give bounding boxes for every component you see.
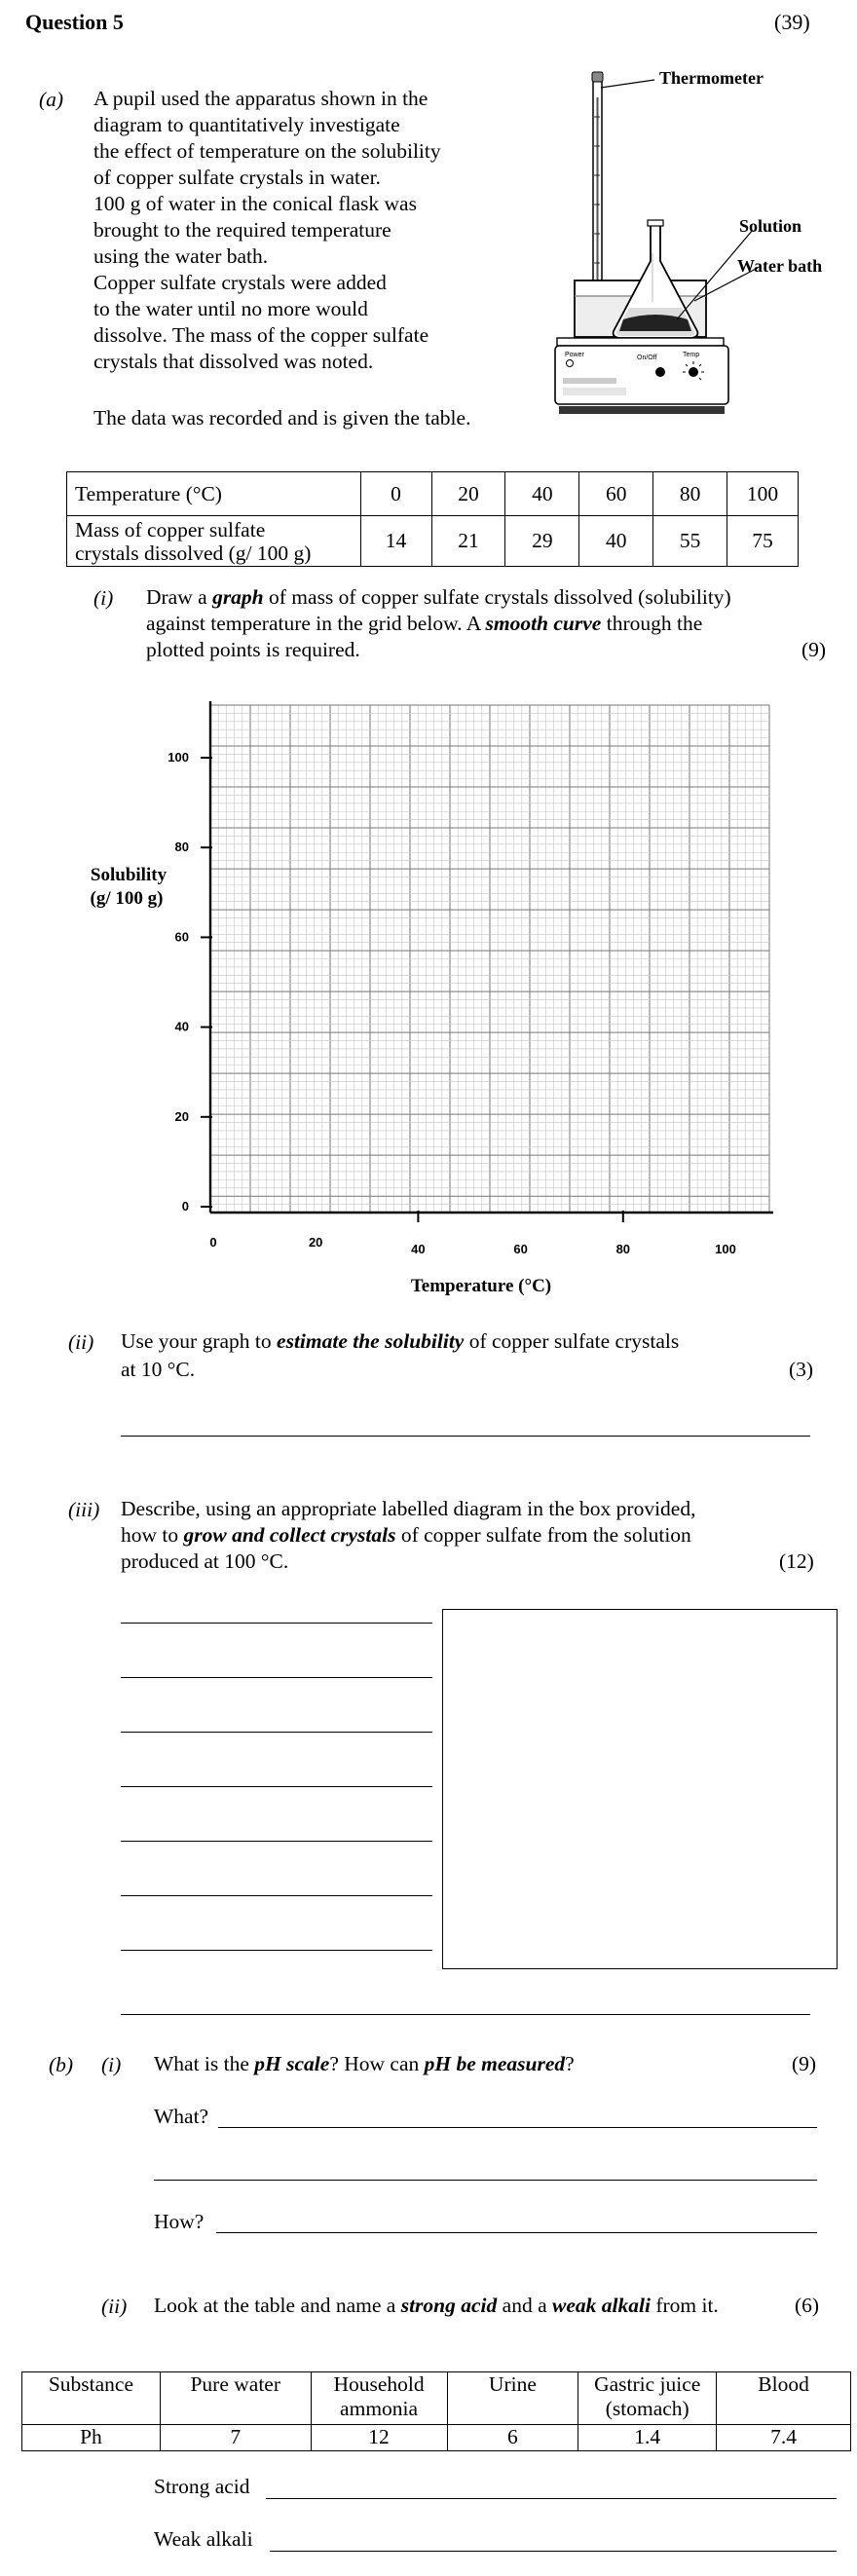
x-tick-label: 60 (513, 1242, 528, 1256)
table-cell: 21 (431, 516, 505, 567)
table-cell: 100 (727, 472, 799, 516)
table-cell: Ph (22, 2425, 161, 2451)
table-header: Substance (22, 2372, 161, 2425)
part-iii-label: (iii) (68, 1498, 100, 1521)
table-row (22, 2425, 851, 2451)
table-header-mass (67, 516, 361, 567)
strong-acid-label: Strong acid (154, 2475, 250, 2498)
table-cell: 29 (505, 516, 579, 567)
y-axis-subtitle: (g/ 100 g) (90, 888, 164, 909)
part-ii-label: (ii) (68, 1330, 94, 1354)
part-a-line: using the water bath. (93, 244, 269, 268)
answer-line[interactable] (121, 1623, 432, 1624)
answer-line[interactable] (121, 1895, 432, 1896)
part-iii-line2: how to grow and collect crystals of copper sulfate from the solution (121, 1523, 691, 1547)
ph-table (21, 2371, 851, 2451)
table-cell: 80 (653, 472, 727, 516)
part-iii-marks: (12) (779, 1549, 814, 1573)
table-header: Blood (717, 2372, 851, 2425)
table-header-mass-line: crystals dissolved (g/ 100 g) (75, 541, 312, 565)
weak-alkali-label: Weak alkali (154, 2527, 253, 2551)
answer-line[interactable] (121, 2014, 810, 2015)
x-tick-label: 40 (411, 1242, 426, 1256)
table-cell: 75 (727, 516, 799, 567)
table-header: Gastric juice (stomach) (578, 2372, 717, 2425)
answer-line[interactable] (121, 1786, 432, 1787)
answer-line[interactable] (218, 2127, 817, 2128)
part-a-label: (a) (39, 88, 64, 111)
y-tick-label: 20 (174, 1108, 189, 1124)
part-a-line: the effect of temperature on the solubility (93, 139, 441, 163)
part-i-line3: plotted points is required. (146, 638, 360, 661)
part-i-line1: Draw a graph of mass of copper sulfate crystals dissolved (solubility) (146, 585, 731, 609)
part-iii-line1: Describe, using an appropriate labelled diagram in the box provided, (121, 1497, 696, 1520)
table-row (67, 516, 799, 567)
apparatus-diagram (536, 58, 847, 438)
table-cell: 40 (579, 516, 653, 567)
part-ii-line1: Use your graph to estimate the solubility of copper sulfate crystals (121, 1329, 680, 1353)
answer-line[interactable] (121, 1436, 810, 1437)
table-cell: 1.4 (578, 2425, 717, 2451)
hotplate-icon (555, 338, 728, 414)
answer-line[interactable] (121, 1732, 432, 1733)
answer-line[interactable] (121, 1841, 432, 1842)
what-label: What? (154, 2105, 209, 2128)
part-a-line: Copper sulfate crystals were added (93, 271, 387, 294)
x-tick-label: 20 (308, 1235, 323, 1250)
x-tick-label: 0 (209, 1235, 217, 1250)
table-cell: 40 (505, 472, 579, 516)
part-iii-line3: produced at 100 °C. (121, 1549, 289, 1573)
hotplate-temp-text: Temp (683, 352, 700, 358)
table-header: Urine (447, 2372, 578, 2425)
part-ii-line2: at 10 °C. (121, 1358, 196, 1381)
table-cell: 14 (360, 516, 431, 567)
y-tick-label: 100 (168, 750, 189, 765)
table-header: Pure water (160, 2372, 311, 2425)
table-cell: 7.4 (717, 2425, 851, 2451)
part-a-line: 100 g of water in the conical flask was (93, 192, 417, 215)
table-cell: 55 (653, 516, 727, 567)
answer-line[interactable] (266, 2498, 837, 2499)
hotplate-onoff-text: On/Off (637, 355, 657, 361)
table-cell: 60 (579, 472, 653, 516)
part-a-line: of copper sulfate crystals in water. (93, 166, 381, 189)
answer-line[interactable] (270, 2551, 837, 2552)
table-header-mass-line: Mass of copper sulfate (75, 517, 266, 541)
solution-label: Solution (739, 216, 802, 236)
part-i-line2: against temperature in the grid below. A smooth curve through the (146, 612, 703, 635)
conical-flask-icon (614, 220, 698, 338)
part-a-line: to the water until no more would (93, 297, 368, 320)
answer-line[interactable] (121, 1950, 432, 1951)
y-tick-label: 80 (174, 840, 189, 855)
part-b-ii-text: Look at the table and name a strong acid and a weak alkali from it. (154, 2294, 719, 2317)
answer-line[interactable] (216, 2232, 817, 2233)
question-marks: (39) (774, 10, 810, 34)
water-bath-label: Water bath (737, 256, 823, 276)
part-b-ii-label: (ii) (101, 2295, 128, 2318)
x-tick-label: 100 (715, 1242, 736, 1256)
table-cell: 0 (360, 472, 431, 516)
part-b-i-marks: (9) (792, 2052, 817, 2075)
part-b-i-label: (i) (101, 2053, 122, 2076)
thermometer-label: Thermometer (659, 68, 764, 88)
answer-line[interactable] (121, 1677, 432, 1678)
question-title: Question 5 (25, 10, 124, 34)
x-axis-title: Temperature (°C) (410, 1276, 552, 1296)
data-note: The data was recorded and is given the table. (93, 406, 471, 429)
table-row (22, 2372, 851, 2425)
x-tick-label: 80 (615, 1242, 631, 1256)
part-b-ii-marks: (6) (795, 2294, 820, 2317)
table-header-temperature: Temperature (°C) (67, 472, 361, 516)
data-table (66, 471, 799, 567)
y-axis-title: Solubility (90, 865, 168, 885)
table-cell: 6 (447, 2425, 578, 2451)
part-a-line: dissolve. The mass of the copper sulfate (93, 323, 429, 347)
y-tick-label: 0 (181, 1199, 189, 1213)
y-tick-label: 60 (174, 929, 189, 945)
table-header: Household ammonia (311, 2372, 447, 2425)
table-row (67, 472, 799, 516)
part-a-line: A pupil used the apparatus shown in the (93, 87, 428, 110)
diagram-answer-box[interactable] (442, 1609, 838, 1969)
y-tick-label: 40 (174, 1019, 189, 1034)
hotplate-power-text: Power (565, 352, 584, 358)
how-label: How? (154, 2210, 205, 2233)
part-b-i-text: What is the pH scale? How can pH be measured? (154, 2052, 575, 2075)
table-cell: 20 (431, 472, 505, 516)
table-cell: 12 (311, 2425, 447, 2451)
part-ii-marks: (3) (789, 1358, 814, 1381)
table-cell: 7 (160, 2425, 311, 2451)
part-a-line: diagram to quantitatively investigate (93, 113, 400, 136)
part-b-label: (b) (49, 2053, 74, 2076)
answer-line[interactable] (154, 2180, 817, 2181)
graph-grid[interactable] (0, 682, 857, 1305)
part-i-marks: (9) (801, 638, 827, 661)
part-i-label: (i) (93, 586, 114, 610)
part-a-line: crystals that dissolved was noted. (93, 350, 374, 373)
part-a-line: brought to the required temperature (93, 218, 391, 242)
